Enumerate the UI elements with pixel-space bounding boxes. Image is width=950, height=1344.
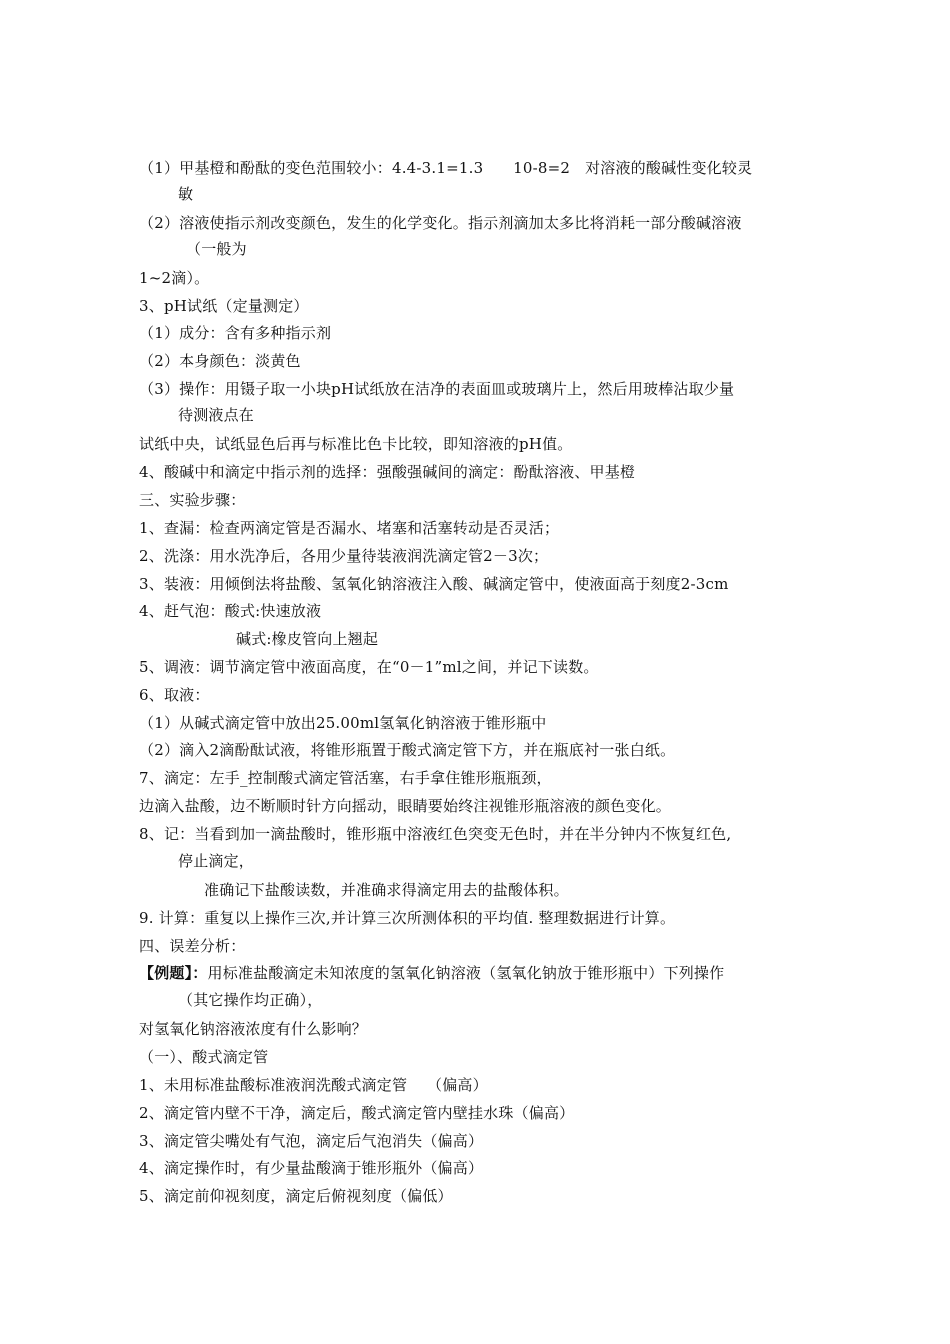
text-line: （2）溶液使指示剂改变颜色，发生的化学变化。指示剂滴加太多比将消耗一部分酸碱溶液 (139, 214, 742, 232)
section-heading: 四、误差分析： (139, 937, 246, 955)
text-line: 4、赶气泡：酸式:快速放液 (139, 602, 322, 620)
text-line: （其它操作均正确）， (178, 991, 323, 1009)
text-line: 试纸中央，试纸显色后再与标准比色卡比较，即知溶液的pH值。 (139, 435, 573, 453)
text-line: 待测液点在 (178, 406, 255, 424)
section-heading: 三、实验步骤： (139, 491, 246, 509)
text-line: 6、取液： (139, 686, 210, 704)
text-line: 碱式:橡皮管向上翘起 (236, 630, 379, 648)
text-line: 2、滴定管内壁不干净，滴定后，酸式滴定管内壁挂水珠（偏高） (139, 1104, 575, 1122)
text-line: 敏 (178, 185, 194, 203)
text-line: 5、调液：调节滴定管中液面高度，在“0－1”ml之间，并记下读数。 (139, 658, 599, 676)
text-line: 准确记下盐酸读数，并准确求得滴定用去的盐酸体积。 (204, 881, 569, 899)
text-line: 8、记：当看到加一滴盐酸时，锥形瓶中溶液红色突变无色时，并在半分钟内不恢复红色, (139, 825, 732, 843)
section-heading: 4、酸碱中和滴定中指示剂的选择：强酸强碱间的滴定：酚酞溶液、甲基橙 (139, 463, 636, 481)
section-heading: （一）、酸式滴定管 (139, 1048, 269, 1066)
text-line: 3、滴定管尖嘴处有气泡，滴定后气泡消失（偏高） (139, 1132, 484, 1150)
text-line: 2、洗涤：用水洗净后，各用少量待装液润洗滴定管2－3次； (139, 547, 549, 565)
text-line: （1）成分：含有多种指示剂 (139, 324, 332, 342)
text-line: （3）操作：用镊子取一小块pH试纸放在洁净的表面皿或玻璃片上，然后用玻棒沾取少量 (139, 380, 735, 398)
text-line: 5、滴定前仰视刻度，滴定后俯视刻度（偏低） (139, 1187, 453, 1205)
example-text: 用标准盐酸滴定未知浓度的氢氧化钠溶液（氢氧化钠放于锥形瓶中）下列操作 (207, 964, 725, 982)
text-line: （1）从碱式滴定管中放出25.00ml氢氧化钠溶液于锥形瓶中 (139, 714, 547, 732)
text-line: （2）本身颜色：淡黄色 (139, 352, 301, 370)
text-line: 1、未用标准盐酸标准液润洗酸式滴定管 （偏高） (139, 1076, 488, 1094)
text-line: 1~2滴）。 (139, 269, 210, 287)
section-heading: 3、pH试纸（定量测定） (139, 297, 309, 315)
text-line: （一般为 (186, 240, 247, 258)
text-line: 对氢氧化钠溶液浓度有什么影响？ (139, 1020, 368, 1038)
example-label: 【例题】： (139, 964, 208, 982)
text-line: 3、装液：用倾倒法将盐酸、氢氧化钠溶液注入酸、碱滴定管中，使液面高于刻度2-3cm (139, 575, 729, 593)
example-line (139, 963, 724, 983)
text-line: （1）甲基橙和酚酞的变色范围较小：4.4-3.1=1.3 10-8=2 对溶液的酸碱性变化较灵 (139, 159, 753, 177)
text-line: 4、滴定操作时，有少量盐酸滴于锥形瓶外（偏高） (139, 1159, 484, 1177)
text-line: 9. 计算：重复以上操作三次,并计算三次所测体积的平均值. 整理数据进行计算。 (139, 909, 676, 927)
text-line: 7、滴定：左手_控制酸式滴定管活塞，右手拿住锥形瓶瓶颈， (139, 769, 552, 787)
text-line: 1、查漏：检查两滴定管是否漏水、堵塞和活塞转动是否灵活； (139, 519, 560, 537)
text-line: （2）滴入2滴酚酞试液，将锥形瓶置于酸式滴定管下方，并在瓶底衬一张白纸。 (139, 741, 676, 759)
text-line: 边滴入盐酸，边不断顺时针方向摇动，眼睛要始终注视锥形瓶溶液的颜色变化。 (139, 797, 672, 815)
text-line: 停止滴定， (178, 852, 255, 870)
